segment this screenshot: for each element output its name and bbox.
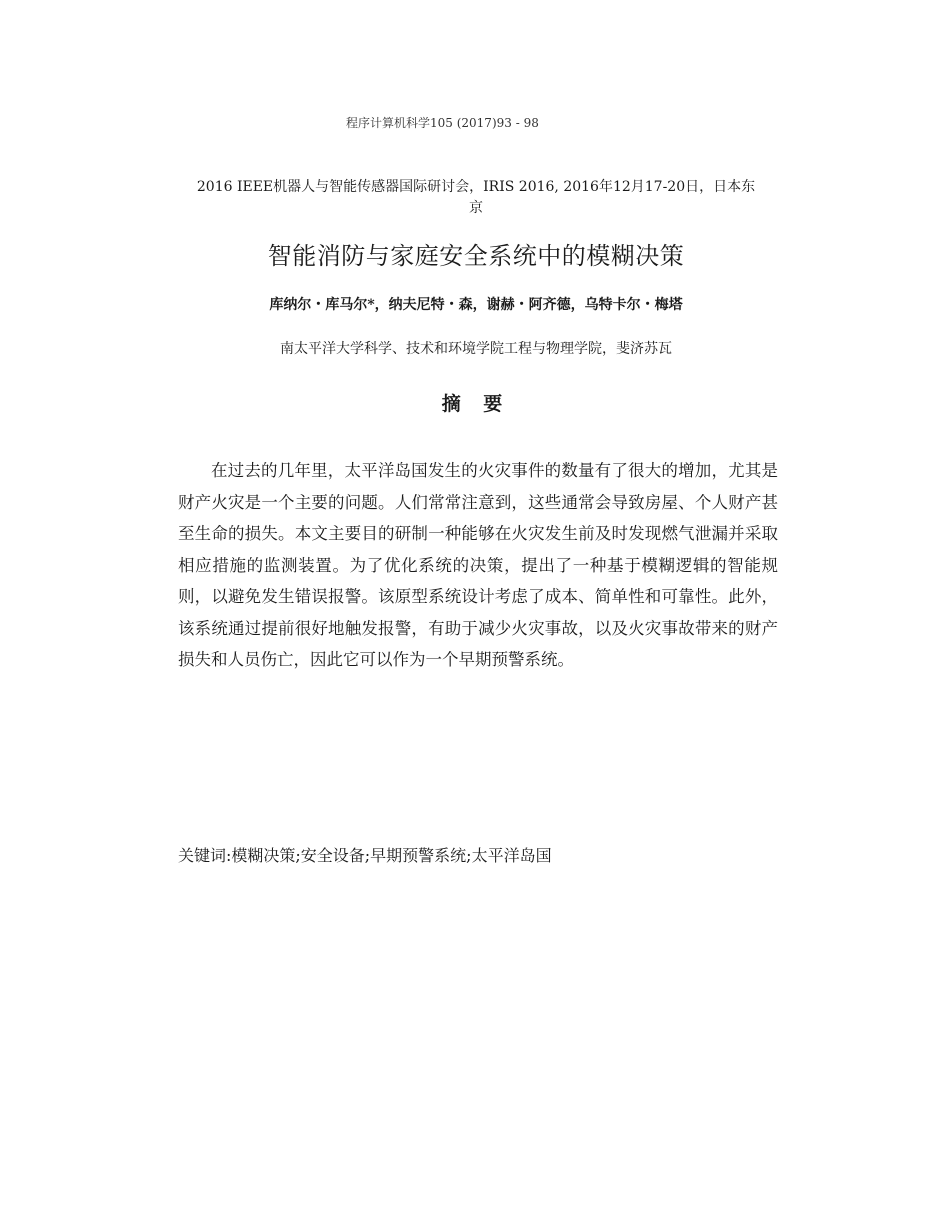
keywords-line: 关键词:模糊决策;安全设备;早期预警系统;太平洋岛国 (178, 846, 552, 865)
author-affiliation: 南太平洋大学科学、技术和环境学院工程与物理学院，斐济苏瓦 (280, 341, 672, 357)
abstract-body: 在过去的几年里，太平洋岛国发生的火灾事件的数量有了很大的增加，尤其是财产火灾是一个主要的问题。人们常常注意到，这些通常会导致房屋、个人财产甚至生命的损失。本文主要目的研制一种能够在火灾发生前及时发现燃气泄漏并采取相应措施的监测装置。为了优化系统的决策，提出了一种基于模糊逻辑的智能规则，以避免发生错误报警。该原型系统设计考虑了成本、简单性和可靠性。此外，该系统通过提前很好地触发报警，有助于减少火灾事故，以及火灾事故带来的财产损失和人员伤亡，因此它可以作为一个早期预警系统。 (178, 461, 778, 669)
journal-reference: 程序计算机科学105 (2017)93 - 98 (346, 116, 539, 130)
author-list: 库纳尔・库马尔*，纳夫尼特・森，谢赫・阿齐德，乌特卡尔・梅塔 (269, 297, 683, 313)
paper-title: 智能消防与家庭安全系统中的模糊决策 (267, 242, 685, 270)
abstract-heading: 摘 要 (441, 393, 511, 415)
conference-info: 2016 IEEE机器人与智能传感器国际研讨会，IRIS 2016, 2016年12月17-20日，日本东京 (196, 179, 756, 216)
